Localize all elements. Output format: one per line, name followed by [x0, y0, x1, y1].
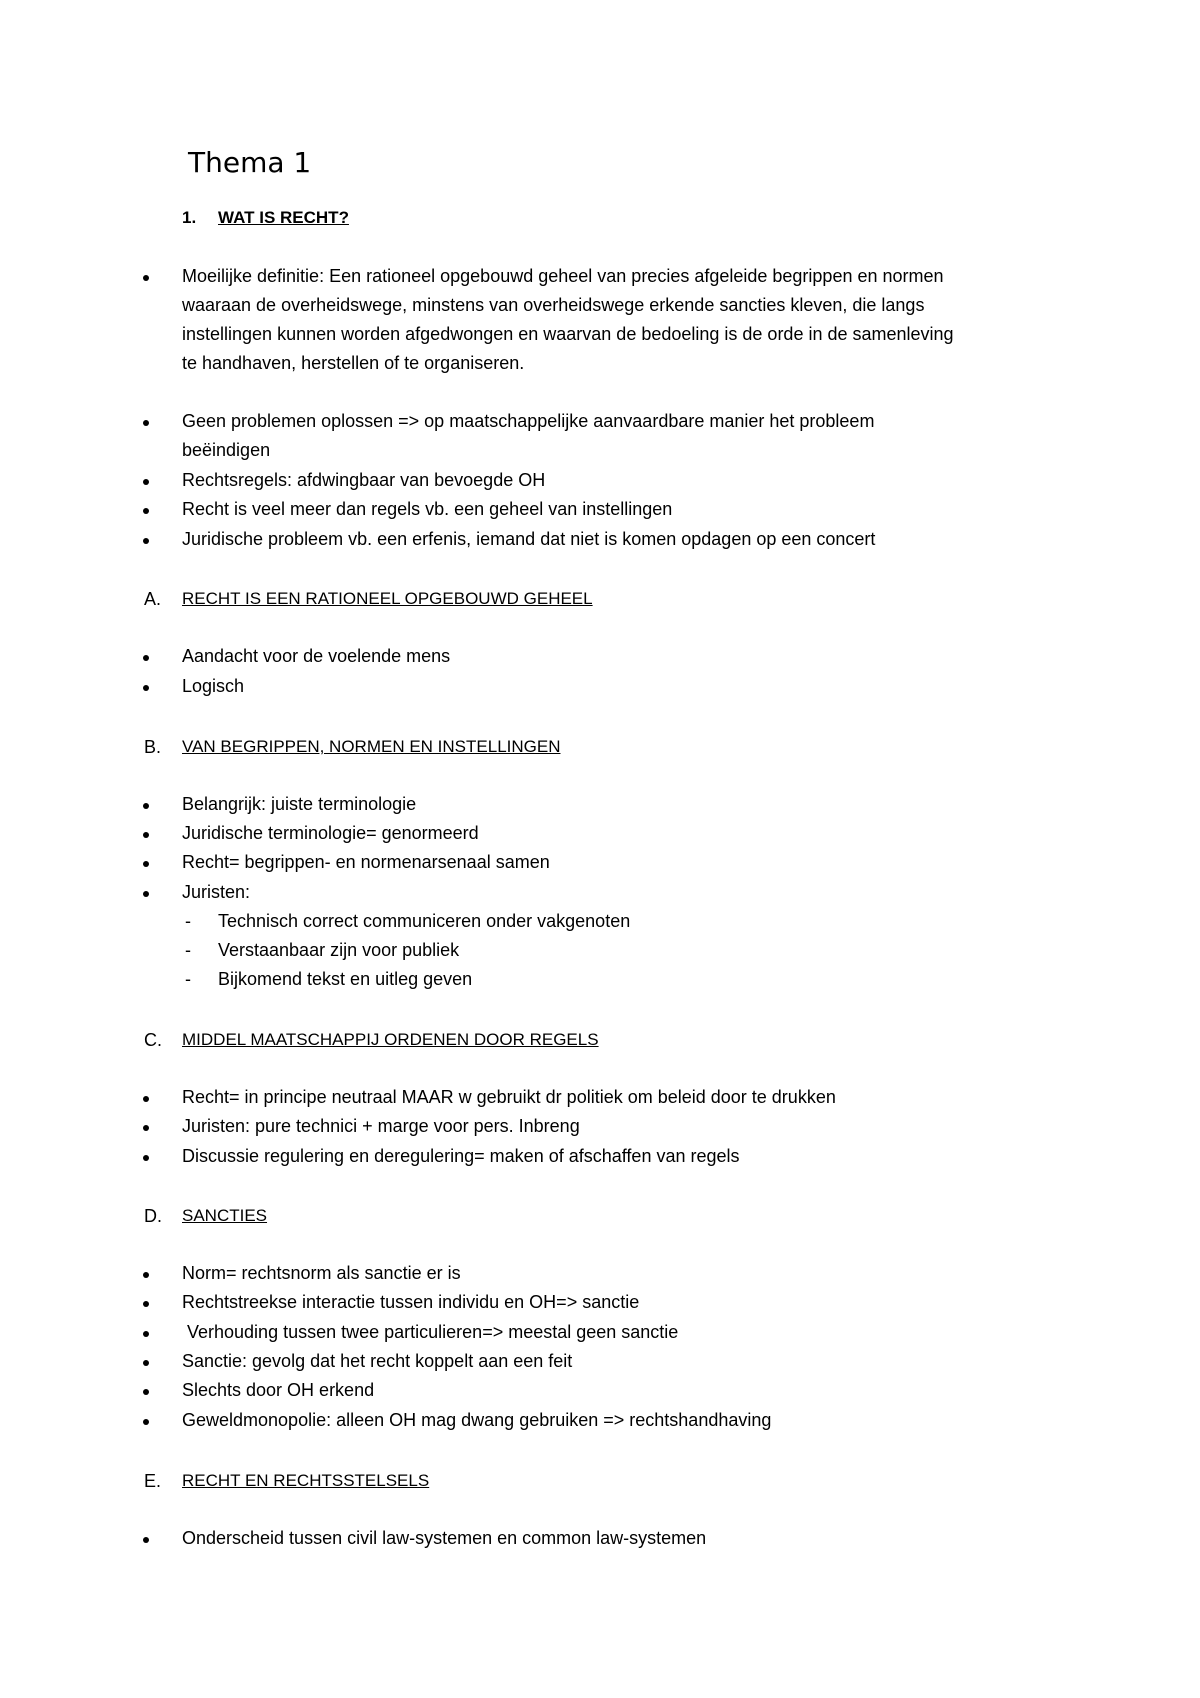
section-heading: MIDDEL MAATSCHAPPIJ ORDENEN DOOR REGELS: [182, 1030, 599, 1049]
list-item-line: Sanctie: gevolg dat het recht koppelt aan een feit: [182, 1351, 573, 1371]
list-item-line: Slechts door OH erkend: [182, 1380, 375, 1400]
list-item-line: Rechtstreekse interactie tussen individu en OH=> sanctie: [182, 1292, 640, 1312]
list-item-line: Geen problemen oplossen => op maatschappelijke aanvaardbare manier het probleem: [182, 411, 875, 431]
section-letter: A.: [144, 589, 162, 609]
bullet-icon: [143, 655, 149, 661]
bullet-icon: [143, 1360, 149, 1366]
list-item-line: Moeilijke definitie: Een rationeel opgebouwd geheel van precies afgeleide begrippen en normen: [182, 266, 944, 286]
list-item-line: te handhaven, herstellen of te organiseren.: [182, 353, 525, 373]
list-item-line: instellingen kunnen worden afgedwongen en waarvan de bedoeling is de orde in de samenleving: [182, 324, 954, 344]
page-title: Thema 1: [188, 146, 312, 179]
section-heading: RECHT IS EEN RATIONEEL OPGEBOUWD GEHEEL: [182, 589, 593, 608]
list-item-line: Logisch: [182, 676, 245, 696]
section-heading: WAT IS RECHT?: [218, 208, 349, 227]
list-item-line: Juristen: pure technici + marge voor pers. Inbreng: [182, 1116, 580, 1136]
bullet-icon: [143, 1096, 149, 1102]
bullet-icon: [143, 803, 149, 809]
sub-list-item: Verstaanbaar zijn voor publiek: [218, 940, 460, 960]
list-item-line: Geweldmonopolie: alleen OH mag dwang gebruiken => rechtshandhaving: [182, 1410, 772, 1430]
list-item-line: beëindigen: [182, 440, 271, 460]
list-item-line: Recht= begrippen- en normenarsenaal samen: [182, 852, 550, 872]
section-letter: E.: [144, 1471, 162, 1491]
bullet-icon: [143, 1272, 149, 1278]
bullet-icon: [143, 275, 149, 281]
list-item-line: Juridische terminologie= genormeerd: [182, 823, 479, 843]
list-item-line: Norm= rechtsnorm als sanctie er is: [182, 1263, 461, 1283]
bullet-icon: [143, 1389, 149, 1395]
list-item-line: Recht= in principe neutraal MAAR w gebruikt dr politiek om beleid door te drukken: [182, 1087, 836, 1107]
bullet-icon: [143, 420, 149, 426]
list-item-line: waaraan de overheidswege, minstens van overheidswege erkende sancties kleven, die langs: [182, 295, 925, 315]
list-item-line: Juridische probleem vb. een erfenis, iemand dat niet is komen opdagen op een concert: [182, 529, 876, 549]
list-item-line: Discussie regulering en deregulering= maken of afschaffen van regels: [182, 1146, 740, 1166]
bullet-icon: [143, 508, 149, 514]
section-heading: VAN BEGRIPPEN, NORMEN EN INSTELLINGEN: [182, 737, 561, 756]
dash-marker: -: [185, 911, 191, 931]
bullet-icon: [143, 891, 149, 897]
list-item-line: Juristen:: [182, 882, 251, 902]
bullet-icon: [143, 832, 149, 838]
list-item-line: Belangrijk: juiste terminologie: [182, 794, 417, 814]
section-letter: B.: [144, 737, 162, 757]
dash-marker: -: [185, 969, 191, 989]
sub-list-item: Bijkomend tekst en uitleg geven: [218, 969, 473, 989]
section-number: 1.: [182, 208, 197, 227]
section-letter: D.: [144, 1206, 162, 1226]
sub-list-item: Technisch correct communiceren onder vakgenoten: [218, 911, 631, 931]
bullet-icon: [143, 1125, 149, 1131]
bullet-icon: [143, 538, 149, 544]
bullet-icon: [143, 685, 149, 691]
bullet-icon: [143, 1301, 149, 1307]
bullet-icon: [143, 861, 149, 867]
bullet-icon: [143, 1331, 149, 1337]
bullet-icon: [143, 479, 149, 485]
list-item-line: Rechtsregels: afdwingbaar van bevoegde OH: [182, 470, 546, 490]
section-heading: SANCTIES: [182, 1206, 268, 1225]
bullet-icon: [143, 1419, 149, 1425]
list-item-line: Aandacht voor de voelende mens: [182, 646, 451, 666]
dash-marker: -: [185, 940, 191, 960]
bullet-icon: [143, 1155, 149, 1161]
section-heading: RECHT EN RECHTSSTELSELS: [182, 1471, 430, 1490]
list-item-line: Onderscheid tussen civil law-systemen en common law-systemen: [182, 1528, 707, 1548]
section-letter: C.: [144, 1030, 162, 1050]
list-item-line: Recht is veel meer dan regels vb. een geheel van instellingen: [182, 499, 673, 519]
list-item-line: Verhouding tussen twee particulieren=> meestal geen sanctie: [182, 1322, 679, 1342]
bullet-icon: [143, 1537, 149, 1543]
